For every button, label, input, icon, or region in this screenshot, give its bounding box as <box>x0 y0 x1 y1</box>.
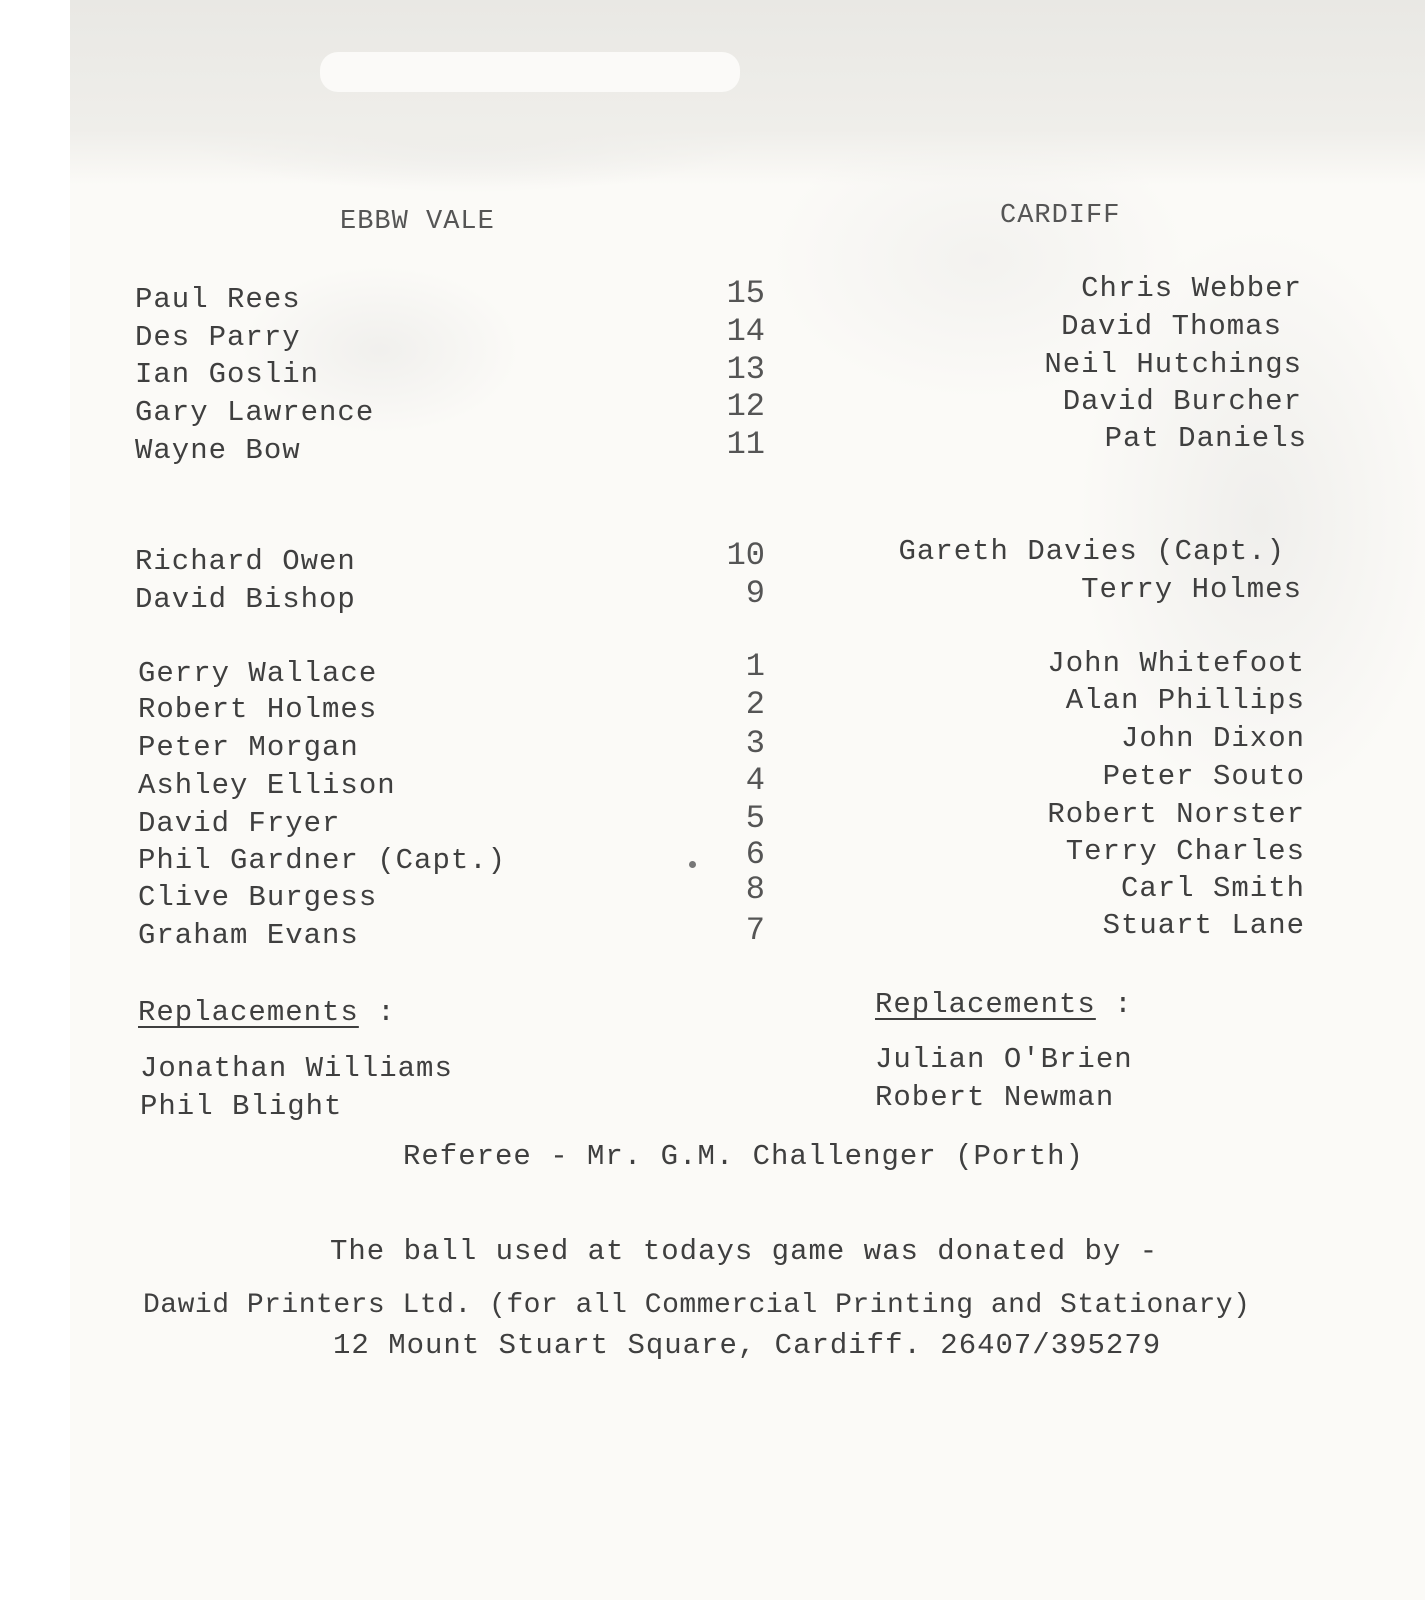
top-faded-band <box>70 0 1425 185</box>
referee-line: Referee - Mr. G.M. Challenger (Porth) <box>403 1140 1084 1173</box>
away-replacement-name: Robert Newman <box>875 1081 1115 1114</box>
jersey-number: 8 <box>745 871 765 908</box>
ball-donation-note: The ball used at todays game was donated by - <box>330 1235 1159 1268</box>
home-player-name: David Bishop <box>135 583 356 616</box>
away-replacements-heading <box>875 988 1133 1022</box>
jersey-number: 14 <box>726 313 765 350</box>
home-player-name: Robert Holmes <box>138 693 378 726</box>
away-replacements-label: Replacements <box>875 988 1096 1021</box>
top-blank-patch <box>320 52 740 92</box>
away-player-name: Stuart Lane <box>1102 909 1305 942</box>
home-player-name: Richard Owen <box>135 545 356 578</box>
away-player-name: Pat Daniels <box>1104 422 1307 455</box>
jersey-number: 1 <box>745 648 765 685</box>
jersey-number: 13 <box>726 351 765 388</box>
away-player-name: Gareth Davies (Capt.) <box>898 535 1285 568</box>
jersey-number: 11 <box>726 426 765 463</box>
jersey-number: 4 <box>745 762 765 799</box>
sponsor-line-2: 12 Mount Stuart Square, Cardiff. 26407/395279 <box>333 1329 1162 1362</box>
sponsor-line-1: Dawid Printers Ltd. (for all Commercial Printing and Stationary) <box>143 1290 1251 1321</box>
home-player-name: Ashley Ellison <box>138 769 396 802</box>
away-player-name: Terry Charles <box>1065 835 1305 868</box>
jersey-number: 12 <box>726 388 765 425</box>
home-player-name: Phil Gardner (Capt.) <box>138 844 507 877</box>
home-replacements-label: Replacements <box>138 996 359 1029</box>
jersey-number: 5 <box>745 800 765 837</box>
home-replacements-colon: : <box>377 996 396 1029</box>
jersey-number: 7 <box>745 912 765 949</box>
home-player-name: Paul Rees <box>135 283 301 316</box>
jersey-number: 9 <box>745 575 765 612</box>
home-replacement-name: Phil Blight <box>140 1090 343 1123</box>
away-player-name: David Burcher <box>1062 385 1302 418</box>
away-player-name: Terry Holmes <box>1081 573 1302 606</box>
home-player-name: Clive Burgess <box>138 881 378 914</box>
home-player-name: Des Parry <box>135 321 301 354</box>
away-player-name: John Dixon <box>1120 722 1305 755</box>
away-player-name: Robert Norster <box>1047 798 1305 831</box>
away-player-name: Chris Webber <box>1081 272 1302 305</box>
jersey-number: 6 <box>745 836 765 873</box>
away-player-name: John Whitefoot <box>1047 647 1305 680</box>
home-player-name: Peter Morgan <box>138 731 359 764</box>
jersey-number: 15 <box>726 275 765 312</box>
ink-dot <box>689 861 696 868</box>
home-replacements-heading <box>138 996 396 1030</box>
away-player-name: David Thomas <box>1061 310 1282 343</box>
away-player-name: Peter Souto <box>1102 760 1305 793</box>
away-team-heading: CARDIFF <box>1000 201 1121 231</box>
away-player-name: Carl Smith <box>1120 872 1305 905</box>
home-team-heading: EBBW VALE <box>340 207 495 237</box>
home-player-name: Gary Lawrence <box>135 396 375 429</box>
home-player-name: Gerry Wallace <box>138 657 378 690</box>
home-player-name: Graham Evans <box>138 919 359 952</box>
jersey-number: 2 <box>745 686 765 723</box>
away-replacements-colon: : <box>1114 988 1133 1021</box>
home-replacement-name: Jonathan Williams <box>140 1052 453 1085</box>
home-player-name: Ian Goslin <box>135 358 320 391</box>
away-player-name: Alan Phillips <box>1065 684 1305 717</box>
jersey-number: 3 <box>745 725 765 762</box>
away-player-name: Neil Hutchings <box>1044 348 1302 381</box>
left-margin-strip <box>0 0 70 1600</box>
jersey-number: 10 <box>726 537 765 574</box>
home-player-name: Wayne Bow <box>135 434 301 467</box>
home-player-name: David Fryer <box>138 807 341 840</box>
away-replacement-name: Julian O'Brien <box>875 1043 1133 1076</box>
